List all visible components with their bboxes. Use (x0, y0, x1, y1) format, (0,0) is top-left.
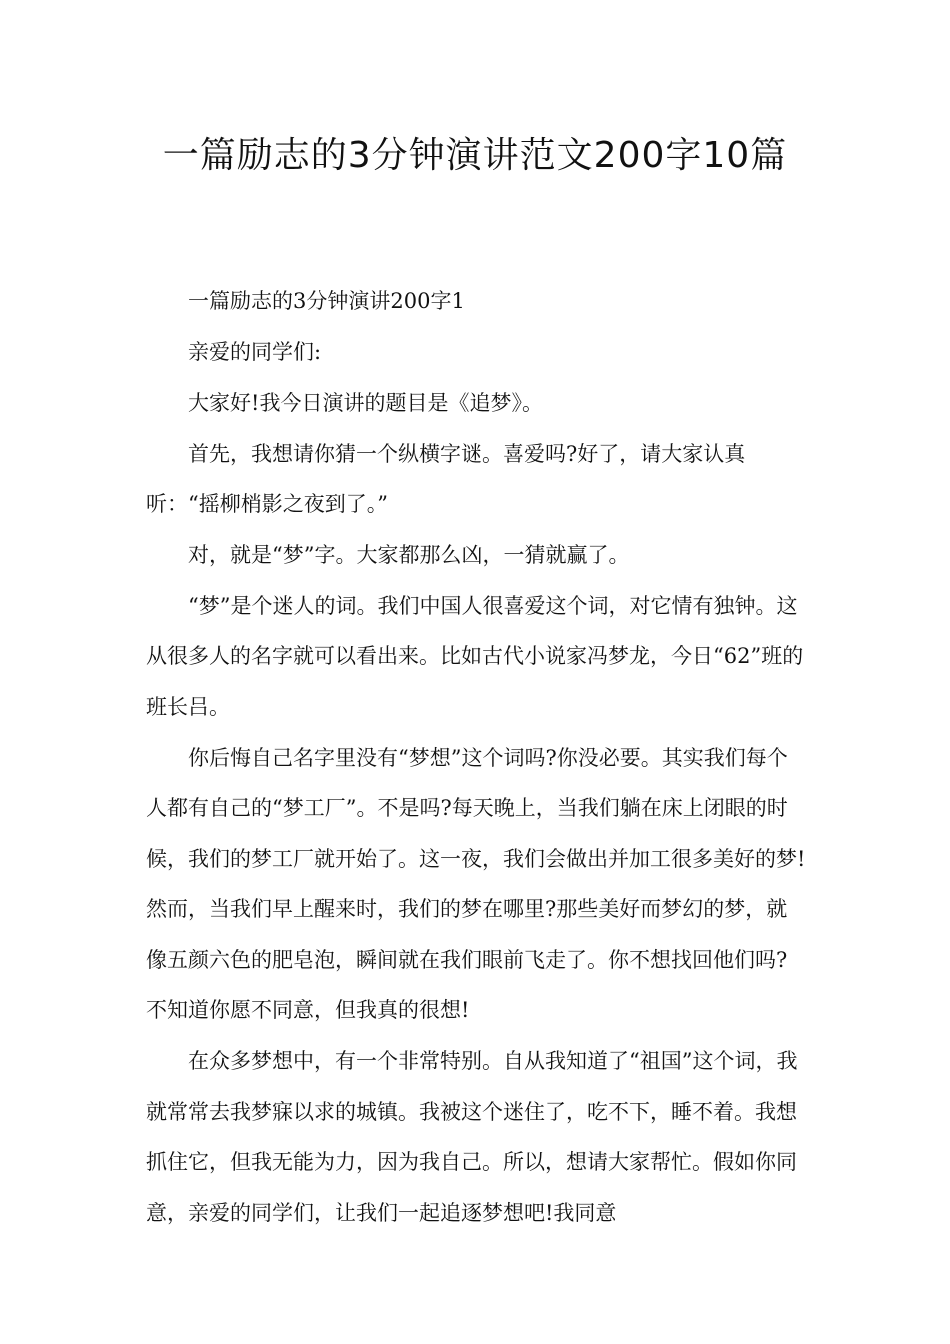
paragraph: 首先，我想请你猜一个纵横字谜。喜爱吗?好了，请大家认真听：“摇柳梢影之夜到了。” (146, 441, 746, 517)
paragraph: 在众多梦想中，有一个非常特别。自从我知道了“祖国”这个词，我就常常去我梦寐以求的城镇。我被这个迷住了，吃不下，睡不着。我想抓住它，但我无能为力，因为我自己。所以，想请大家帮忙。假如你同意，亲爱的同学们，让我们一起追逐梦想吧!我同意 (146, 1049, 798, 1225)
paragraph: 你后悔自己名字里没有“梦想”这个词吗?你没必要。其实我们每个人都有自己的“梦工厂”。不是吗?每天晚上，当我们躺在床上闭眼的时候，我们的梦工厂就开始了。这一夜，我们会做出并加工很多美好的梦!然而，当我们早上醒来时，我们的梦在哪里?那些美好而梦幻的梦，就像五颜六色的肥皂泡，瞬间就在我们眼前飞走了。你不想找回他们吗?不知道你愿不同意，但我真的很想! (146, 745, 806, 1023)
document-title: 一篇励志的3分钟演讲范文200字10篇 (162, 135, 788, 176)
paragraph-intro: 大家好!我今日演讲的题目是《追梦》。 (188, 390, 543, 415)
paragraph-greeting: 亲爱的同学们: (188, 339, 322, 364)
paragraph-subtitle: 一篇励志的3分钟演讲200字1 (188, 289, 465, 313)
paragraph: 对，就是“梦”字。大家都那么凶，一猜就赢了。 (188, 543, 630, 568)
paragraph: “梦”是个迷人的词。我们中国人很喜爱这个词，对它情有独钟。这从很多人的名字就可以看出来。比如古代小说家冯梦龙，今日“62”班的班长吕。 (146, 593, 804, 719)
document-body (146, 276, 808, 1239)
